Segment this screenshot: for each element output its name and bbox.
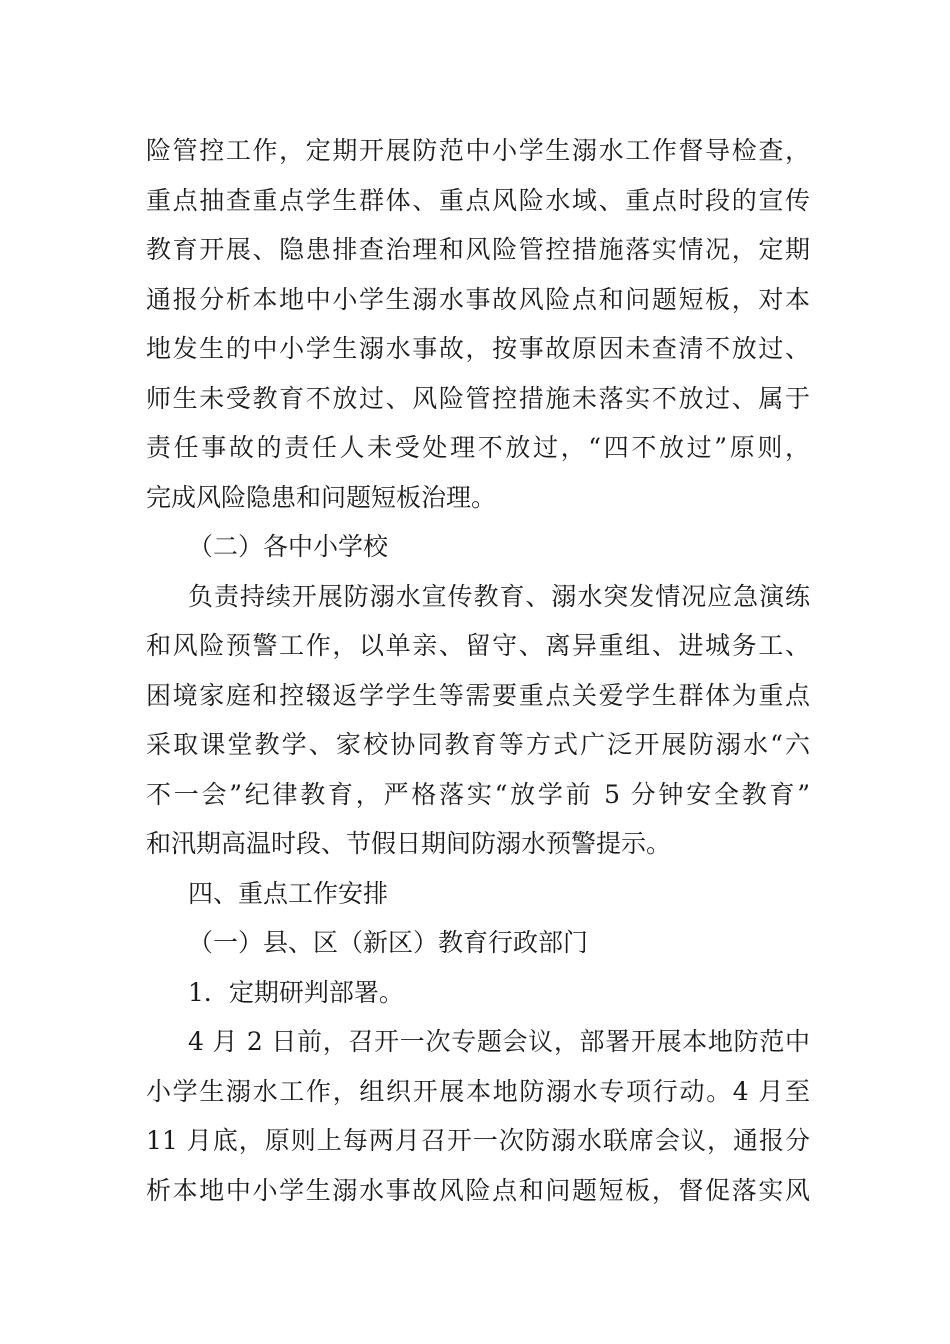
text-line: 教育开展、隐患排查治理和风险管控措施落实情况，定期 [146, 235, 810, 264]
text-line: （二）各中小学校 [188, 532, 389, 561]
text-line: （一）县、区（新区）教育行政部门 [188, 928, 589, 957]
text-line: 析本地中小学生溺水事故风险点和问题短板，督促落实风 [146, 1175, 810, 1205]
text-line: 重点抽查重点学生群体、重点风险水域、重点时段的宣传 [146, 185, 810, 215]
text-line: 和风险预警工作，以单亲、留守、离异重组、进城务工、 [146, 631, 810, 660]
text-line: 11 月底，原则上每两月召开一次防溺水联席会议，通报分 [146, 1126, 810, 1155]
text-line: 1．定期研判部署。 [188, 977, 404, 1007]
text-line: 4 月 2 日前，召开一次专题会议，部署开展本地防范中 [188, 1027, 810, 1056]
text-line: 地发生的中小学生溺水事故，按事故原因未查清不放过、 [146, 334, 810, 363]
document-body [146, 126, 810, 1215]
text-line: 小学生溺水工作，组织开展本地防溺水专项行动。4 月至 [146, 1076, 810, 1106]
text-line: 困境家庭和控辍返学学生等需要重点关爱学生群体为重点 [146, 680, 810, 710]
text-line: 完成风险隐患和问题短板治理。 [146, 482, 497, 512]
text-line: 四、重点工作安排 [188, 878, 389, 908]
text-line: 责任事故的责任人未受处理不放过，“四不放过”原则， [146, 433, 810, 462]
text-line: 险管控工作，定期开展防范中小学生溺水工作督导检查， [146, 136, 810, 165]
text-line: 负责持续开展防溺水宣传教育、溺水突发情况应急演练 [188, 581, 810, 611]
text-line: 不一会”纪律教育，严格落实“放学前 5 分钟安全教育” [146, 779, 810, 809]
text-line: 采取课堂教学、家校协同教育等方式广泛开展防溺水“六 [146, 730, 810, 759]
text-line: 和汛期高温时段、节假日期间防溺水预警提示。 [146, 829, 672, 858]
text-line: 通报分析本地中小学生溺水事故风险点和问题短板，对本 [146, 284, 810, 314]
text-line: 师生未受教育不放过、风险管控措施未落实不放过、属于 [146, 383, 810, 413]
